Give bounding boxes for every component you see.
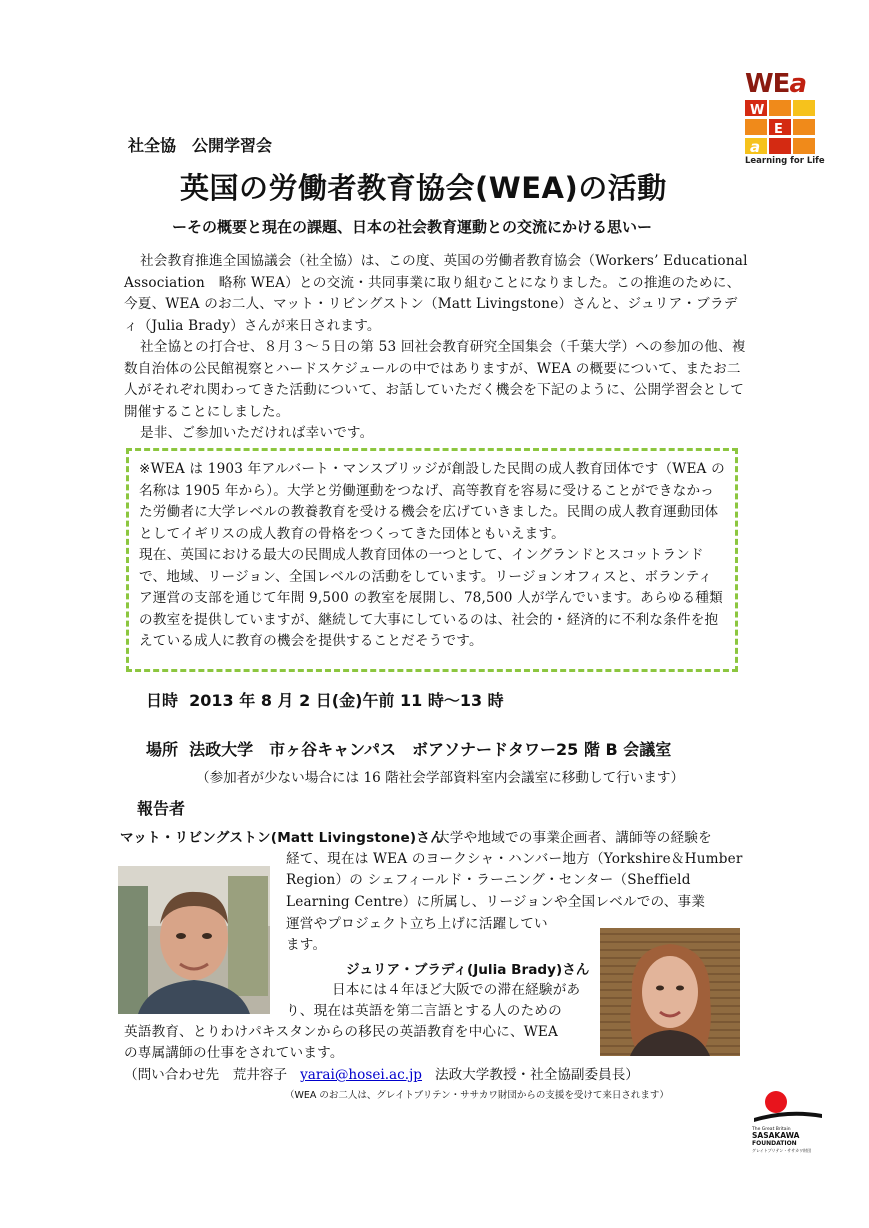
svg-text:W: W xyxy=(750,103,765,118)
intro-paragraph: 是非、ご参加いただければ幸いです。 xyxy=(140,425,374,441)
svg-text:E: E xyxy=(774,122,783,137)
julia-photo xyxy=(600,928,740,1056)
venue-note: （参加者が少ない場合には 16 階社会学部資料室内会議室に移動して行います） xyxy=(196,770,685,786)
wea-tagline: Learning for Life xyxy=(745,156,825,166)
venue-value: 法政大学 市ヶ谷キャンパス ボアソナードタワー25 階 B 会議室 xyxy=(189,740,672,759)
wea-wordmark: WEa xyxy=(745,69,806,99)
bio-line: 日本には４年ほど大阪での滞在経験があ xyxy=(332,982,581,998)
wea-info-box xyxy=(126,448,738,672)
svg-text:グレイトブリテン・ササカワ財団: グレイトブリテン・ササカワ財団 xyxy=(752,1148,812,1153)
bio-line: Learning Centre）に所属し、リージョンや全国レベルでの、事業 xyxy=(286,894,706,910)
matt-name: マット・リビングストン(Matt Livingstone)さん xyxy=(120,830,444,846)
reporters-heading: 報告者 xyxy=(137,799,186,818)
venue-label: 場所 xyxy=(146,740,179,759)
svg-text:FOUNDATION: FOUNDATION xyxy=(752,1140,797,1147)
bio-line: 運営やプロジェクト立ち上げに活躍してい xyxy=(286,916,548,932)
bio-line: ます。 xyxy=(286,937,327,953)
intro-paragraph: 社全協との打合せ、８月３～５日の第 53 回社会教育研究全国集会（千葉大学）への参加の他、複数自治体の公民館視察とハードスケジュールの中ではありますが、WEA の概要について、またお二人がそれぞれ関わってきた活動について、お話していただく機会を下記のように、公開学習会として開催することにしました。 xyxy=(124,339,746,420)
bio-line: の専属講師の仕事をされています。 xyxy=(124,1045,344,1061)
contact-email-link[interactable]: yarai@hosei.ac.jp xyxy=(300,1067,423,1083)
bio-line: Region）の シェフィールド・ラーニング・センター（Sheffield xyxy=(286,872,691,888)
julia-name: ジュリア・ブラディ(Julia Brady)さん xyxy=(346,962,590,978)
subtitle: ーその概要と現在の課題、日本の社会教育運動との交流にかける思いー xyxy=(172,218,653,236)
svg-text:The Great Britain: The Great Britain xyxy=(752,1127,791,1132)
svg-text:a: a xyxy=(750,138,761,154)
page-title: 英国の労働者教育協会(WEA)の活動 xyxy=(180,171,667,205)
bio-line: り、現在は英語を第二言語とする人のための xyxy=(286,1003,562,1019)
wea-logo xyxy=(745,70,825,170)
matt-photo xyxy=(118,866,270,1014)
contact-suffix: 法政大学教授・社全協副委員長） xyxy=(434,1067,639,1083)
date-value: 2013 年 8 月 2 日(金)午前 11 時～13 時 xyxy=(189,691,504,710)
event-venue xyxy=(146,737,671,760)
intro-paragraph: 社会教育推進全国協議会（社全協）は、この度、英国の労働者教育協会（Workers’ Educational Association 略称 WEA）との交流・共同事業に取り組むことになりました。この推進のために、今夏、WEA のお二人、マット・リビングストン（Matt Livingstone）さんと、ジュリア・ブラディ（Julia Brady）さんが来日されます。 xyxy=(124,253,748,334)
info-paragraph: 現在、英国における最大の民間成人教育団体の一つとして、イングランドとスコットランドで、地域、リージョン、全国レベルの活動をしています。リージョンオフィスと、ボランティア運営の支部を通じて年間 9,500 の教室を展開し、78,500 人が学んでいます。あらゆる種類の教室を提供していますが、継続して大事にしているのは、社会的・経済的に不利な条件を抱えている成人に教育の機会を提供することだそうです。 xyxy=(139,547,723,649)
event-date xyxy=(146,688,504,711)
contact-line xyxy=(124,1063,639,1083)
date-label: 日時 xyxy=(146,691,179,710)
bio-line: 英語教育、とりわけパキスタンからの移民の英語教育を中心に、WEA xyxy=(124,1024,559,1040)
wea-color-grid xyxy=(745,100,819,154)
info-paragraph: ※WEA は 1903 年アルバート・マンスブリッジが創設した民間の成人教育団体です（WEA の名称は 1905 年から）。大学と労働運動をつなげ、高等教育を容易に受けることができなかった労働者に大学レベルの教養教育を受ける機会を広げていきました。民間の成人教育運動団体としてイギリスの成人教育の骨格をつくってきた団体ともいえます。 xyxy=(139,461,725,542)
bio-line: 大学や地域での事業企画者、講師等の経験を xyxy=(436,830,712,846)
svg-text:SASAKAWA: SASAKAWA xyxy=(752,1131,800,1140)
bio-line: 経て、現在は WEA のヨークシャ・ハンバー地方（Yorkshire＆Humber xyxy=(286,851,743,867)
support-note: （WEA のお二人は、グレイトブリテン・ササカワ財団からの支援を受けて来日されます） xyxy=(285,1090,669,1101)
intro-text xyxy=(124,251,748,445)
kicker: 社全協 公開学習会 xyxy=(128,136,273,155)
sasakawa-foundation-logo xyxy=(748,1088,826,1158)
contact-prefix: （問い合わせ先 荒井容子 xyxy=(124,1067,288,1083)
